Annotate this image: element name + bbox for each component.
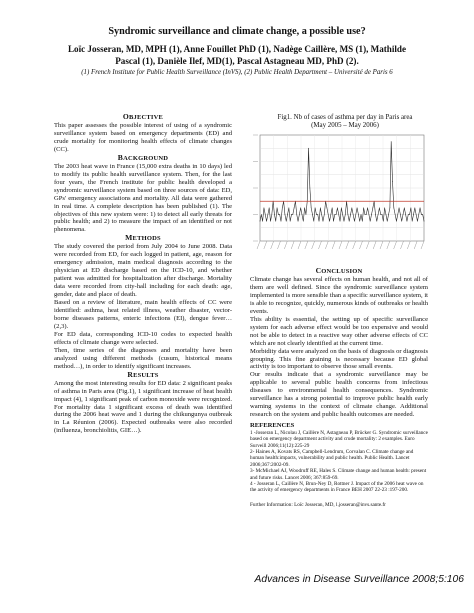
- data-point: [378, 214, 379, 215]
- data-point: [395, 214, 396, 215]
- x-tick-label: [421, 241, 424, 249]
- data-point: [270, 221, 271, 222]
- data-point: [361, 214, 362, 215]
- data-point: [275, 221, 276, 222]
- data-point: [312, 214, 313, 215]
- data-point: [328, 214, 329, 215]
- data-point: [371, 214, 372, 215]
- x-tick-label: [366, 241, 369, 249]
- conclusion-paragraph: This ability is essential, the setting up of specific surveillance system for each adverse effect would be too expensive and would not be able to detect in a reactive way other adverse effects of CC which are not clearly identified at the current time.: [250, 315, 428, 347]
- data-point: [260, 221, 261, 222]
- data-point: [421, 214, 422, 215]
- data-point: [344, 221, 345, 222]
- figure-caption-line-2: (May 2005 – May 2006): [311, 122, 379, 130]
- x-tick-label: [325, 241, 328, 249]
- conclusion-paragraph: Our results indicate that a syndromic surveillance may be applicable to several public health concerns from infectious diseases to environmental health consequences. Syndromic surveillance has a strong potential to improve public health early warning systems in the context of climate change. Additional research on the system and public health outcomes are needed.: [250, 371, 428, 419]
- x-tick-label: [257, 241, 260, 249]
- data-point: [320, 208, 321, 209]
- data-point: [408, 214, 409, 215]
- objective-heading: OBJECTIVE: [122, 112, 164, 121]
- data-point: [372, 208, 373, 209]
- data-point: [354, 221, 355, 222]
- data-point: [390, 208, 391, 209]
- data-point: [416, 214, 417, 215]
- data-point: [382, 214, 383, 215]
- data-point: [323, 221, 324, 222]
- data-point: [358, 214, 359, 215]
- data-point: [383, 221, 384, 222]
- data-point: [422, 214, 423, 215]
- x-tick-label: [346, 241, 349, 249]
- data-point: [388, 214, 389, 215]
- journal-footer: Advances in Disease Surveillance 2008;5:106: [254, 574, 464, 585]
- x-tick-label: [401, 241, 404, 249]
- data-point: [299, 214, 300, 215]
- data-point: [409, 214, 410, 215]
- data-point: [365, 214, 366, 215]
- data-point: [342, 214, 343, 215]
- data-point: [278, 214, 279, 215]
- author-list: [30, 44, 444, 67]
- data-point: [403, 214, 404, 215]
- data-point: [332, 208, 333, 209]
- data-point: [321, 214, 322, 215]
- conclusion-paragraph: Climate change has several effects on human health, and not all of them are well defined. Since the syndromic surveillance system implemented is more sensible than a specific surveillance system, it is able to recognize, quickly, numerous kinds of outbreaks or health events.: [250, 276, 428, 315]
- data-point: [334, 214, 335, 215]
- data-point: [315, 208, 316, 209]
- data-point: [337, 208, 338, 209]
- data-point: [298, 221, 299, 222]
- asthma-line-chart: [250, 131, 428, 255]
- x-tick-label: [271, 241, 274, 249]
- x-tick-label: [373, 241, 376, 249]
- data-point: [413, 214, 414, 215]
- x-tick-label: [312, 241, 315, 249]
- data-point: [286, 221, 287, 222]
- data-point: [387, 221, 388, 222]
- data-point: [287, 214, 288, 215]
- data-point: [302, 214, 303, 215]
- data-point: [316, 214, 317, 215]
- figure-caption-line-1: Fig1. Nb of cases of asthma per day in Paris area: [277, 114, 413, 121]
- data-point: [285, 214, 286, 215]
- data-point: [391, 141, 392, 142]
- data-point: [407, 221, 408, 222]
- figure-caption: [250, 114, 440, 130]
- data-point: [367, 208, 368, 209]
- data-point: [417, 221, 418, 222]
- data-point: [264, 208, 265, 209]
- x-tick-label: [291, 241, 294, 249]
- data-point: [411, 208, 412, 209]
- x-tick-label: [353, 241, 356, 249]
- data-point: [341, 208, 342, 209]
- further-information: Further Information: Loïc Josseran, MD, l.josseran@invs.sante.fr: [250, 501, 386, 508]
- x-tick-label: [414, 241, 417, 249]
- data-point: [324, 214, 325, 215]
- data-point: [399, 208, 400, 209]
- data-point: [296, 214, 297, 215]
- data-point: [420, 208, 421, 209]
- data-point: [290, 221, 291, 222]
- data-point: [331, 214, 332, 215]
- data-point: [292, 214, 293, 215]
- data-point: [291, 214, 292, 215]
- data-point: [265, 214, 266, 215]
- data-point: [369, 214, 370, 215]
- reference-item: 1 -Josseran L, Nicolau J, Caillère N, Astagneau P, Brücker G. Syndromic surveillance based on emergency department activity and crude mortality: 2 examples. Euro Surveill 2006;11(12):225-29: [250, 430, 428, 449]
- data-point: [370, 221, 371, 222]
- data-point: [362, 221, 363, 222]
- data-point: [294, 208, 295, 209]
- data-point: [376, 221, 377, 222]
- data-point: [396, 221, 397, 222]
- data-point: [271, 214, 272, 215]
- methods-paragraph: Based on a review of literature, main health effects of CC were identified: asthma, heat related illness, weather disaster, vector-borne diseases patterns, enteric infections (EI), dengue fever…(2,3).: [54, 299, 232, 330]
- reference-item: 2- Haines A, Kovats RS, Campbell-Lendrum, Corvalan C. Climate change and human health:impacts, vulnerability and public health. Public Health. Lancet 2006;367:2002-09.: [250, 449, 414, 468]
- data-point: [380, 214, 381, 215]
- methods-paragraph: The study covered the period from July 2004 to June 2008. Data were recorded from ED, for each logged in patient, age, reason for emergency admission, main medical diagnosis according to the physician at ED discharge based on the ICD-10, and whether patient was admitted for hospitalization after discharge. Mortality data were recorded from city-hall including for each death: age, gender, date and place of death.: [54, 243, 232, 299]
- data-point: [366, 214, 367, 215]
- data-point: [340, 221, 341, 222]
- data-point: [397, 214, 398, 215]
- data-point: [311, 208, 312, 209]
- data-point: [329, 221, 330, 222]
- references-heading: REFERENCES: [250, 422, 295, 430]
- reference-item: 3- McMichael AJ, Woodruff RE, Hales S. Climate change and human health: present and future risks. Lancet 2006; 367:859-69.: [250, 468, 427, 481]
- conclusion-heading: CONCLUSION: [315, 266, 363, 275]
- data-point: [327, 208, 328, 209]
- data-point: [300, 208, 301, 209]
- data-point: [333, 221, 334, 222]
- data-point: [375, 214, 376, 215]
- data-point: [363, 208, 364, 209]
- data-point: [289, 208, 290, 209]
- data-point: [359, 221, 360, 222]
- data-point: [308, 148, 309, 149]
- left-column: [54, 113, 232, 435]
- methods-paragraph: For ED data, corresponding ICD-10 codes to expected health effects of climate change were selected.: [54, 330, 232, 346]
- data-point: [414, 208, 415, 209]
- x-tick-label: [339, 241, 342, 249]
- data-point: [306, 214, 307, 215]
- data-point: [400, 214, 401, 215]
- background-text: The 2003 heat wave in France (15,000 extra deaths in 10 days) led to modify its public health surveillance system. Then, for the last four years, the French institute for public health developed a syndromic surveillance system based on three sources of data: ED, GPs' emergency associations and mortality. All data were gathered in real time. A complete description has been published (1). The objectives of this new system were: 1) to detect all early threats for public health; and 2) to measure the impact of an identified or not phenomena.: [54, 162, 232, 234]
- data-point: [262, 221, 263, 222]
- x-tick-label: [319, 241, 322, 249]
- data-point: [266, 221, 267, 222]
- data-point: [355, 214, 356, 215]
- data-point: [277, 208, 278, 209]
- right-column: [250, 267, 428, 508]
- data-point: [392, 181, 393, 182]
- data-point: [418, 214, 419, 215]
- data-point: [282, 208, 283, 209]
- data-point: [349, 221, 350, 222]
- data-point: [303, 221, 304, 222]
- paper-title: Syndromic surveillance and climate change, a possible use?: [108, 26, 366, 37]
- data-point: [338, 214, 339, 215]
- data-point: [348, 214, 349, 215]
- results-heading: RESULTS: [127, 369, 159, 379]
- data-point: [412, 221, 413, 222]
- data-point: [310, 188, 311, 189]
- data-point: [336, 214, 337, 215]
- background-heading: BACKGROUND: [117, 152, 169, 162]
- authors-line-1: Loïc Josseran, MD, MPH (1), Anne Fouillet PhD (1), Nadège Caillère, MS (1), Mathilde: [67, 44, 407, 54]
- data-point: [269, 208, 270, 209]
- conclusion-paragraph: Morbidity data were analyzed on the basis of diagnosis or diagnosis grouping. This fine graining is necessary because ED global activity is too important to observe those small events.: [250, 347, 428, 371]
- x-tick-label: [305, 241, 308, 249]
- x-tick-label: [332, 241, 335, 249]
- data-point: [281, 221, 282, 222]
- x-tick-label: [278, 241, 281, 249]
- data-point: [351, 208, 352, 209]
- data-point: [386, 214, 387, 215]
- data-point: [379, 208, 380, 209]
- reference-item: 4 - Josseran L, Caillère N, Brun-Ney D, Rottner J. Impact of the 2006 heat wave on the activity of emergency departments in France BEH 2007 22-23 :197-200.: [250, 480, 424, 494]
- data-point: [393, 208, 394, 209]
- x-tick-label: [394, 241, 397, 249]
- data-point: [404, 208, 405, 209]
- objective-text: This paper assesses the possible interest of using of a syndromic surveillance system based on emergency departments (ED) and crude mortality for monitoring health effects of climate changes (CC).: [54, 122, 232, 153]
- data-point: [345, 214, 346, 215]
- data-point: [353, 214, 354, 215]
- data-point: [304, 208, 305, 209]
- methods-paragraph: Then, time series of the diagnoses and mortality have been analyzed using different methods (cusum, historical means method…), in order to identify significant increases.: [54, 346, 232, 370]
- data-point: [424, 221, 425, 222]
- x-tick-label: [380, 241, 383, 249]
- methods-heading: METHODS: [125, 233, 161, 243]
- x-tick-label: [298, 241, 301, 249]
- x-tick-label: [360, 241, 363, 249]
- data-point: [268, 214, 269, 215]
- data-point: [317, 214, 318, 215]
- data-point: [313, 221, 314, 222]
- data-point: [405, 214, 406, 215]
- data-point: [261, 214, 262, 215]
- data-point: [384, 208, 385, 209]
- results-text: Among the most interesting results for ED data: 2 significant peaks of asthma in Paris area (Fig.1), 1 significant increase of heat health impact (4), 1 significant peak of carbon monoxide were recognized. For mortality data 1 significant excess of death was identified during the 2006 heat wave and 1 during the chikungunya outbreak in La Réunion (2006). Expected outbreaks were also recorded (influenza, bronchiolitis, GIE…).: [54, 379, 232, 435]
- x-tick-label: [407, 241, 410, 249]
- data-point: [274, 214, 275, 215]
- data-point: [279, 214, 280, 215]
- data-point: [401, 221, 402, 222]
- x-tick-label: [387, 241, 390, 249]
- data-point: [350, 214, 351, 215]
- x-tick-label: [284, 241, 287, 249]
- authors-line-2: Pascal (1), Danièle Ilef, MD(1), Pascal Astagneau MD, PhD (2).: [115, 55, 359, 66]
- data-point: [357, 208, 358, 209]
- affiliations: (1) French Institute for Public Health Surveillance (InVS), (2) Public Health Department – Université de Paris 6: [81, 69, 393, 76]
- data-point: [319, 221, 320, 222]
- x-tick-label: [264, 241, 267, 249]
